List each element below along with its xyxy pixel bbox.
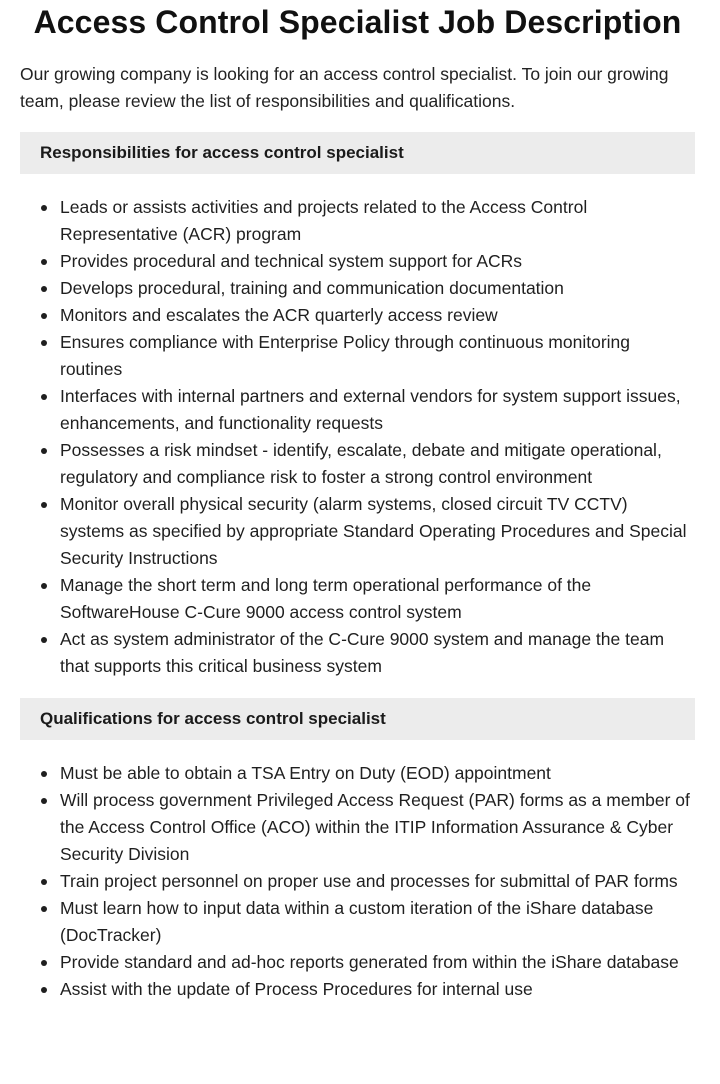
list-item	[20, 194, 695, 248]
list-item	[20, 383, 695, 437]
list-item-text: Develops procedural, training and communication documentation	[60, 278, 564, 298]
list-item	[20, 437, 695, 491]
list-item-text: Leads or assists activities and projects related to the Access Control Representative (ACR) program	[60, 197, 588, 244]
list-item	[20, 329, 695, 383]
list-item	[20, 868, 695, 895]
list-item	[20, 787, 695, 868]
bullet-icon	[41, 771, 47, 777]
list-item-text: Monitors and escalates the ACR quarterly access review	[60, 305, 498, 325]
list-item	[20, 275, 695, 302]
bullet-icon	[41, 798, 47, 804]
list-item-text: Train project personnel on proper use and processes for submittal of PAR forms	[60, 871, 678, 891]
bullet-icon	[41, 583, 47, 589]
bullet-icon	[41, 259, 47, 265]
bullet-icon	[41, 205, 47, 211]
list-item	[20, 895, 695, 949]
bullet-icon	[41, 906, 47, 912]
bullet-icon	[41, 448, 47, 454]
qualifications-heading: Qualifications for access control specialist	[20, 698, 695, 740]
list-item-text: Provide standard and ad-hoc reports generated from within the iShare database	[60, 952, 679, 972]
list-item-text: Monitor overall physical security (alarm systems, closed circuit TV CCTV) systems as specified by appropriate Standard Operating Procedures and Special Security Instructions	[60, 494, 687, 568]
responsibilities-list	[20, 194, 695, 680]
bullet-icon	[41, 286, 47, 292]
list-item	[20, 760, 695, 787]
bullet-icon	[41, 313, 47, 319]
bullet-icon	[41, 637, 47, 643]
list-item	[20, 949, 695, 976]
list-item-text: Assist with the update of Process Procedures for internal use	[60, 979, 533, 999]
list-item	[20, 976, 695, 1003]
bullet-icon	[41, 960, 47, 966]
bullet-icon	[41, 987, 47, 993]
list-item-text: Ensures compliance with Enterprise Policy through continuous monitoring routines	[60, 332, 631, 379]
bullet-icon	[41, 879, 47, 885]
list-item-text: Interfaces with internal partners and external vendors for system support issues, enhancements, and functionality requests	[60, 386, 681, 433]
list-item-text: Manage the short term and long term operational performance of the SoftwareHouse C-Cure 9000 access control system	[60, 575, 592, 622]
list-item-text: Act as system administrator of the C-Cure 9000 system and manage the team that supports this critical business system	[60, 629, 665, 676]
list-item	[20, 248, 695, 275]
list-item	[20, 572, 695, 626]
bullet-icon	[41, 340, 47, 346]
list-item-text: Possesses a risk mindset - identify, escalate, debate and mitigate operational, regulatory and compliance risk to foster a strong control environment	[60, 440, 662, 487]
qualifications-list	[20, 760, 695, 1003]
bullet-icon	[41, 502, 47, 508]
list-item	[20, 491, 695, 572]
list-item	[20, 626, 695, 680]
list-item-text: Will process government Privileged Access Request (PAR) forms as a member of the Access Control Office (ACO) within the ITIP Information Assurance & Cyber Security Division	[60, 790, 690, 864]
intro-paragraph: Our growing company is looking for an access control specialist. To join our growing team, please review the list of responsibilities and qualifications.	[20, 64, 669, 111]
page-title: Access Control Specialist Job Description	[33, 4, 682, 40]
list-item	[20, 302, 695, 329]
responsibilities-heading: Responsibilities for access control specialist	[20, 132, 695, 174]
list-item-text: Must learn how to input data within a custom iteration of the iShare database (DocTracker)	[60, 898, 654, 945]
list-item-text: Provides procedural and technical system support for ACRs	[60, 251, 523, 271]
list-item-text: Must be able to obtain a TSA Entry on Duty (EOD) appointment	[60, 763, 551, 783]
bullet-icon	[41, 394, 47, 400]
